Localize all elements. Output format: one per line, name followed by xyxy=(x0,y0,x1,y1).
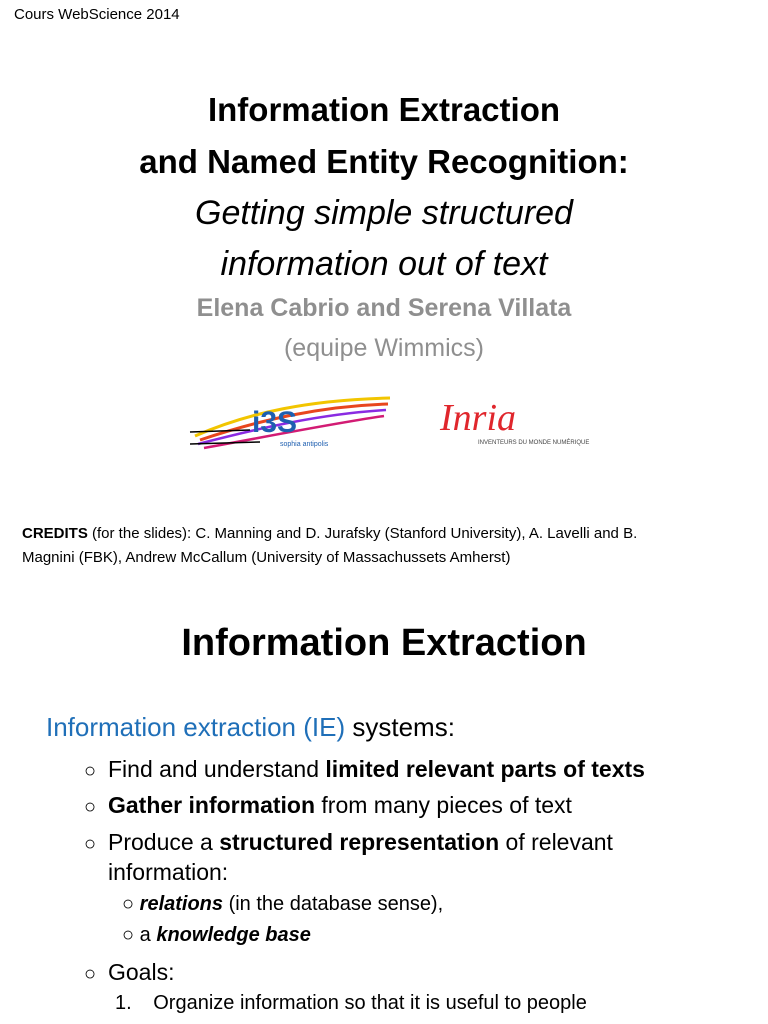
bullet-circle-icon: ○ xyxy=(84,833,97,855)
course-label: Cours WebScience 2014 xyxy=(14,6,180,23)
bullet-circle-icon: ○ xyxy=(122,924,135,946)
ie-rest: systems: xyxy=(345,712,455,742)
bullet-3-continued: information: xyxy=(108,859,229,885)
authors: Elena Cabrio and Serena Villata xyxy=(196,294,572,322)
i3s-logo-icon xyxy=(190,392,395,454)
bullet-3: ○ Produce a structured representation of relevant xyxy=(84,827,613,859)
credits-line-1: (for the slides): C. Manning and D. Jurafsky (Stanford University), A. Lavelli and B. xyxy=(87,525,638,542)
sub-bullet-2: ○ a knowledge base xyxy=(122,924,311,946)
inria-logo-subtext: INVENTEURS DU MONDE NUMÉRIQUE xyxy=(478,440,590,446)
ie-term: Information extraction (IE) xyxy=(46,712,346,742)
credits-line-2: Magnini (FBK), Andrew McCallum (University of Massachussets Amherst) xyxy=(22,549,511,566)
number-label: 1. xyxy=(115,992,132,1014)
inria-logo-icon xyxy=(438,392,590,450)
bullet-circle-icon: ○ xyxy=(84,963,97,985)
slide-2-title: Information Extraction xyxy=(181,622,587,664)
ie-intro xyxy=(46,712,455,743)
subtitle-line-2: information out of text xyxy=(220,245,548,283)
title-line-1: Information Extraction xyxy=(207,91,561,128)
credits-label: CREDITS xyxy=(22,525,88,542)
numbered-item-1 xyxy=(115,992,587,1015)
inria-logo-text: Inria xyxy=(440,397,516,439)
bullet-circle-icon: ○ xyxy=(122,893,135,915)
numbered-item-text: Organize information so that it is useful to people xyxy=(153,992,587,1014)
bullet-circle-icon: ○ xyxy=(84,796,97,818)
bullet-1: ○ Find and understand limited relevant parts of texts xyxy=(84,754,645,786)
bullet-2: ○ Gather information from many pieces of text xyxy=(84,790,572,822)
i3s-logo-text: i3S xyxy=(252,406,298,439)
sub-bullet-1: ○ relations (in the database sense), xyxy=(122,893,444,915)
bullet-4: ○ Goals: xyxy=(84,957,174,989)
subtitle-line-1: Getting simple structured xyxy=(195,194,573,232)
bullet-circle-icon: ○ xyxy=(84,760,97,782)
credits xyxy=(22,522,752,570)
slide-2 xyxy=(0,600,768,1024)
team-name: (equipe Wimmics) xyxy=(283,334,485,362)
title-line-2: and Named Entity Recognition: xyxy=(139,143,629,180)
i3s-logo-subtext: sophia antipolis xyxy=(280,441,329,448)
